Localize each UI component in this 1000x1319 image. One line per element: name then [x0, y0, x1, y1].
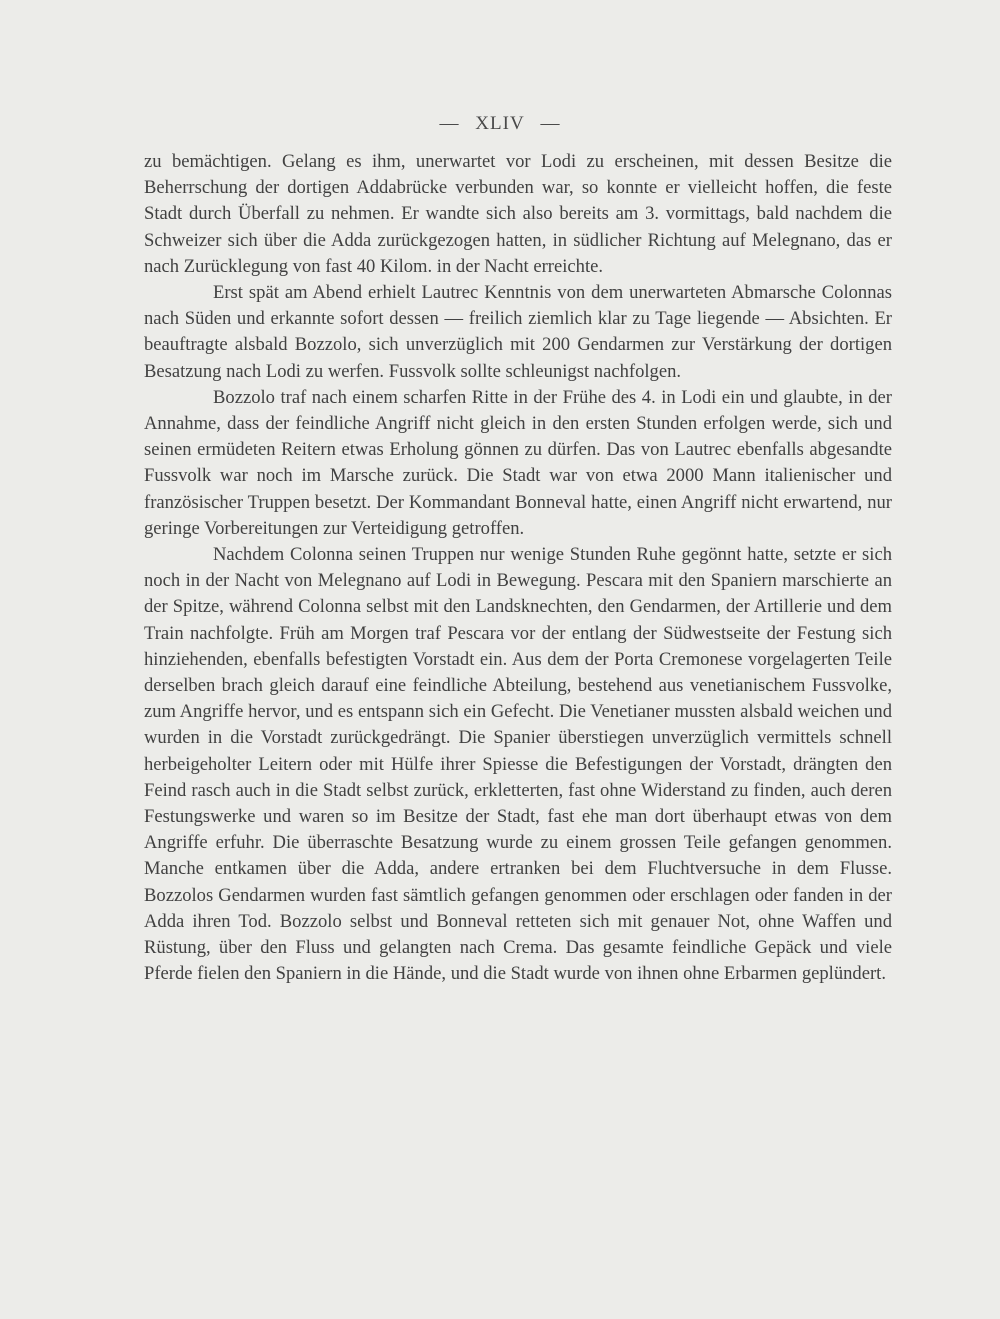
page-number: XLIV	[475, 113, 525, 134]
paragraph-3: Bozzolo traf nach einem scharfen Ritte in der Frühe des 4. in Lodi ein und glaubte, in der Annahme, dass der feindliche Angriff nicht gleich in den ersten Stunden erfolgen werde, sich und seinen ermüdeten Reitern etwas Erholung gönnen zu dürfen. Das von Lautrec ebenfalls abgesandte Fussvolk war noch im Marsche zurück. Die Stadt war von etwa 2000 Mann italienischer und französischer Truppen besetzt. Der Kommandant Bonneval hatte, einen Angriff nicht erwartend, nur geringe Vorbereitungen zur Verteidigung getroffen.	[144, 386, 892, 539]
header-dash-left: —	[439, 113, 460, 134]
paragraph-4: Nachdem Colonna seinen Truppen nur wenige Stunden Ruhe gegönnt hatte, setzte er sich noch in der Nacht von Melegnano auf Lodi in Bewegung. Pescara mit den Spaniern marschierte an der Spitze, während Colonna selbst mit den Landsknechten, den Gendarmen, der Artillerie und dem Train nachfolgte. Früh am Morgen traf Pescara vor der entlang der Südwestseite der Festung sich hinziehenden, ebenfalls befestigten Vorstadt ein. Aus dem der Porta Cremonese vorgelagerten Teile derselben brach gleich darauf eine feindliche Abteilung, bestehend aus venetianischem Fussvolke, zum Angriffe hervor, und es entspann sich ein Gefecht. Die Venetianer mussten alsbald weichen und wurden in die Vorstadt zurückgedrängt. Die Spanier überstiegen unverzüglich vermittels schnell herbeigeholter Leitern oder mit Hülfe ihrer Spiesse die Befestigungen der Vorstadt, drängten den Feind rasch auch in die Stadt selbst zurück, erkletterten, fast ohne Widerstand zu finden, auch deren Festungswerke und waren so im Besitze der Stadt, fast ehe man dort überhaupt etwas von dem Angriffe erfuhr. Die überraschte Besatzung wurde zu einem grossen Teile gefangen genommen. Manche entkamen über die Adda, andere ertranken bei dem Fluchtversuche in dem Flusse. Bozzolos Gendarmen wurden fast sämtlich gefangen genommen oder erschlagen oder fanden in der Adda ihren Tod. Bozzolo selbst und Bonneval retteten sich mit genauer Not, ohne Waffen und Rüstung, über den Fluss und gelangten nach Crema. Das gesamte feindliche Gepäck und viele Pferde fielen den Spaniern in die Hände, und die Stadt wurde von ihnen ohne Erbarmen geplündert.	[144, 544, 892, 985]
paragraph-2: Erst spät am Abend erhielt Lautrec Kenntnis von dem unerwarteten Abmarsche Colonnas nach Süden und erkannte sofort dessen — freilich ziemlich klar zu Tage liegende — Absichten. Er beauftragte alsbald Bozzolo, sich unverzüglich mit 200 Gendarmen zur Verstärkung der dortigen Besatzung nach Lodi zu werfen. Fussvolk sollte schleunigst nachfolgen.	[144, 282, 892, 382]
paragraph-1: zu bemächtigen. Gelang es ihm, unerwartet vor Lodi zu erscheinen, mit dessen Besitze die Beherrschung der dortigen Addabrücke verbunden war, so konnte er vielleicht hoffen, die feste Stadt durch Überfall zu nehmen. Er wandte sich also bereits am 3. vormittags, bald nachdem die Schweizer sich über die Adda zurückgezogen hatten, in südlicher Richtung auf Melegnano, das er nach Zurücklegung von fast 40 Kilom. in der Nacht erreichte.	[144, 151, 892, 277]
body-text	[144, 149, 892, 988]
page-header	[0, 113, 1000, 135]
header-dash-right: —	[540, 113, 561, 134]
